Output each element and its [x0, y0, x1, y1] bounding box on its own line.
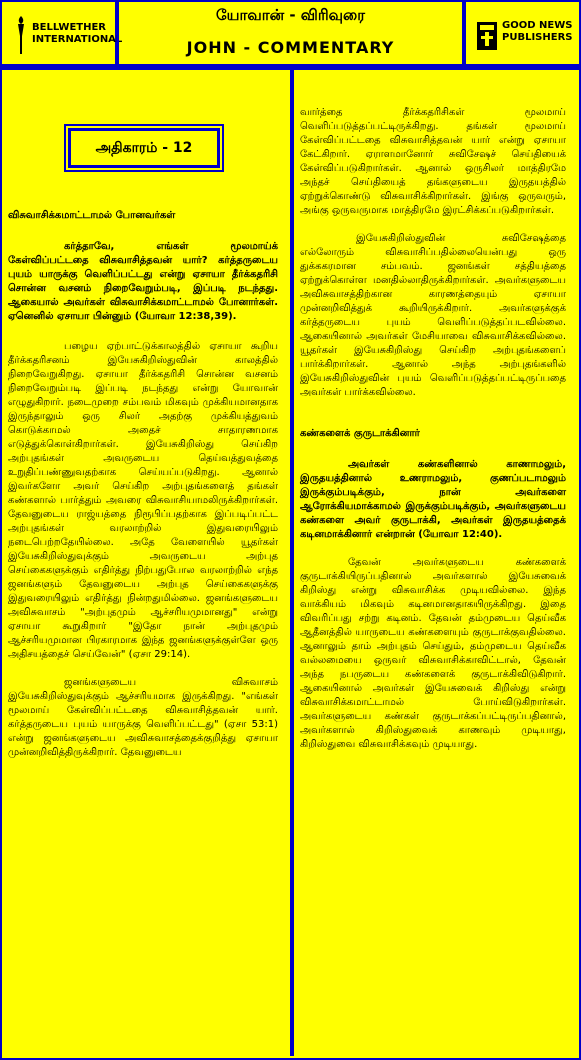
- chapter-box: அதிகாரம் - 12: [68, 128, 220, 168]
- section-heading: கண்களைக் குருடாக்கினார்: [300, 428, 420, 439]
- paragraph: தேவன் அவர்களுடைய கண்களைக் குருடாக்கியிருப்பதினால் அவர்களால் இயேசுவைக் கிறிஸ்து என்று விசுவாசிக்க முடியவில்லை. இந்த வாக்கியம் மிகவும் கடினமானதாகயிருக்கிறது. இதை விவரிப்பது சற்று கடினம். தேவன் தம்முடைய தெய்வீக ஆதீனத்தில் யாருடைய கண்களையும் குருடாக்குவதில்லை. ஆனாலும் தாம் அற்புதம் செய்தும், தம்முடைய தெய்வீக வல்லமையை ஒருவர் விசுவாசிக்காவிட்டால், தேவன் அந்த நபருடைய கண்களைக் குருடாக்கிவிடுகிறார். ஆகையினால் அவர்கள் இயேசுவைக் கிறிஸ்து என்று விசுவாசிக்கமாட்டாமல் போய்விடுகிறார்கள். அவர்களுடைய கண்கள் குருடாக்கப்பட்டிருப்பதினால், அவர்களால் கிறிஸ்துவைக் காணவும் முடியாது, கிறிஸ்துவை விசுவாசிக்கவும் முடியாது.: [300, 557, 566, 750]
- torch-icon: [16, 16, 26, 56]
- publisher-logo-left: [0, 0, 123, 66]
- scripture-quote: அவர்கள் கண்களினால் காணாமலும், இருதயத்தினால் உணராமலும், குணப்படாமலும் இருக்கும்படிக்கும், நான் அவர்களை ஆரோக்கியமாக்காமல் இருக்கும்படிக்கும், அவர்களுடைய கண்களை அவர் குருடாக்கி, அவர்கள் இருதயத்தைக் கடினமாக்கினார் என்றான் (யோவா 12:40).: [300, 459, 566, 540]
- column-divider: [290, 70, 294, 1056]
- scripture-quote: கர்த்தாவே, எங்கள் மூலமாய்க் கேள்விப்பட்டதை விசுவாசித்தவன் யார்? கர்த்தருடைய புயம் யாருக்கு வெளிப்பட்டது என்று ஏசாயா தீர்க்கதரிசி சொன்ன வசனம் நிறைவேறும்படி, இப்படி நடந்தது. ஆகையால் அவர்கள் விசுவாசிக்கமாட்டாமல் போனார்கள். ஏனெனில் ஏசாயா பின்னும் (யோவா 12:38,39).: [8, 241, 278, 322]
- left-logo-text: BELLWETHER INTERNATIONAL: [32, 22, 123, 45]
- header: [0, 0, 581, 70]
- left-column: [8, 70, 286, 1052]
- publisher-logo-right: [464, 0, 581, 66]
- paragraph: ஜனங்களுடைய விசுவாசம் இயேசுகிறிஸ்துவுக்கும் ஆச்சரியமாக இருக்கிறது. "எங்கள் மூலமாய் கேள்விப்பட்டதை விசுவாசித்தவன் யார். கர்த்தருடைய புயம் யாருக்கு வெளிப்பட்டது" (ஏசா 53:1) என்று ஜனங்களுடைய அவிசுவாசத்தைக்குறித்து ஏசாயா முன்னறிவித்திருக்கிறார். தேவனுடைய: [8, 677, 278, 758]
- paragraph: இயேசுகிறிஸ்துவின் சுவிசேஷத்தை எல்லோரும் விசுவாசிப்பதில்லையென்பது ஒரு துக்ககரமான சம்பவம். ஜனங்கள் சத்தியத்தை ஏற்றுக்கொள்ள மனதில்லாதிருக்கிறார்கள். அவர்களுடைய அவிசுவாசத்திற்கான காரணத்தையும் ஏசாயா முன்னறிவித்துக் கூறியிருக்கிறார். அவர்களுக்குக் கர்த்தருடைய புயம் வெளிப்படுத்தப்படவில்லை. ஆகையினால் அவர்கள் மேசியாவை விசுவாசிக்கவில்லை. யூதர்கள் இயேசுகிறிஸ்து செய்கிற அற்புதங்களைப் பார்க்கிறார்கள். ஆனால் அந்த அற்புதங்களில் இயேசுகிறிஸ்துவின் புயம் வெளிப்படுத்தப்பட்டிருப்பதை அவர்கள் பார்க்கவில்லை.: [300, 233, 566, 398]
- book-icon: [474, 18, 500, 52]
- title-english: JOHN - COMMENTARY: [186, 38, 395, 57]
- paragraph: பழைய ஏற்பாட்டுக்காலத்தில் ஏசாயா கூறிய தீர்க்கதரிசனம் இயேசுகிறிஸ்துவின் காலத்தில் நிறைவேறுகிறது. ஏசாயா தீர்க்கதரிசி சொன்ன வசனம் நிறைவேறும்படி இப்படி நடந்தது என்று யோவான் எழுதுகிறார். நடைமுறை சம்பவம் மிகவும் முக்கியமானதாக இருந்தாலும் ஒரு சிலர் அதற்கு முக்கியத்துவம் கொடுக்காமல் அதைச் சாதாரணமாக எடுத்துக்கொள்கிறார்கள். இயேசுகிறிஸ்து செய்கிற அற்புதங்கள் அவருடைய தெய்வத்துவத்தை உறுதிப்பண்ணுவதற்காக செய்யப்படுகிறது. ஆனால் இவர்களோ அவர் செய்கிற அற்புதங்களைத் தங்கள் கண்களால் பார்த்தும் அவரை விசுவாசியாமலிருக்கிறார்கள். தேவனுடைய ராஜ்யத்தை நிரூபிப்பதற்காக இப்படிப்பட்ட அற்புதங்கள் வரலாற்றில் இதுவரையிலும் நடைபெற்றதேயில்லை. அதே வேளையில் யூதர்கள் இயேசுகிறிஸ்துவுக்கும் அவருடைய அற்புத செய்கைகளுக்கும் எதிர்த்து நிற்பதுபோல வரலாற்றில் எந்த ஜனங்களும் தேவனுடைய அற்புத செய்கைகளுக்கு இதுவரையிலும் எதிர்த்து நின்றதுமில்லை. ஜனங்களுடைய அவிசுவாசம் "அற்புதமும் ஆச்சரியமுமானது" என்று ஏசாயா கூறுகிறார் "இதோ நான் அற்புதமும் ஆச்சரியமுமான பிரகாரமாக இந்த ஜனங்களுக்குள்ளே ஒரு அதிசயத்தைச் செய்வேன்" (ஏசா 29:14).: [8, 341, 278, 660]
- title-tamil: யோவான் - விரிவுரை: [216, 6, 365, 24]
- right-column: [300, 70, 572, 1052]
- right-logo-text: GOOD NEWS PUBLISHERS: [502, 20, 573, 43]
- title-box: [117, 0, 464, 66]
- paragraph: வார்த்தை தீர்க்கதரிசிகள் மூலமாய் வெளிப்படுத்தப்பட்டிருக்கிறது. தங்கள் மூலமாய் கேள்விப்பட்டதை விசுவாசித்தவன் யார் என்று ஏசாயா கேட்கிறார். ஏராளமானோர் சுவிசேஷச் செய்தியைக் கேள்விப்படுகிறார்கள். ஆனால் ஒருசிலர் மாத்திரமே அந்தச் செய்தியைத் தங்களுடைய இருதயத்தில் ஏற்றுக்கொண்டு விசுவாசிக்கிறார்கள். இங்கு ஒருவரும், அங்கு ஒருவருமாக மாத்திரமே இரட்சிக்கப்படுகிறார்கள்.: [300, 107, 566, 216]
- section-heading: விசுவாசிக்கமாட்டாமல் போனவர்கள்: [8, 210, 176, 221]
